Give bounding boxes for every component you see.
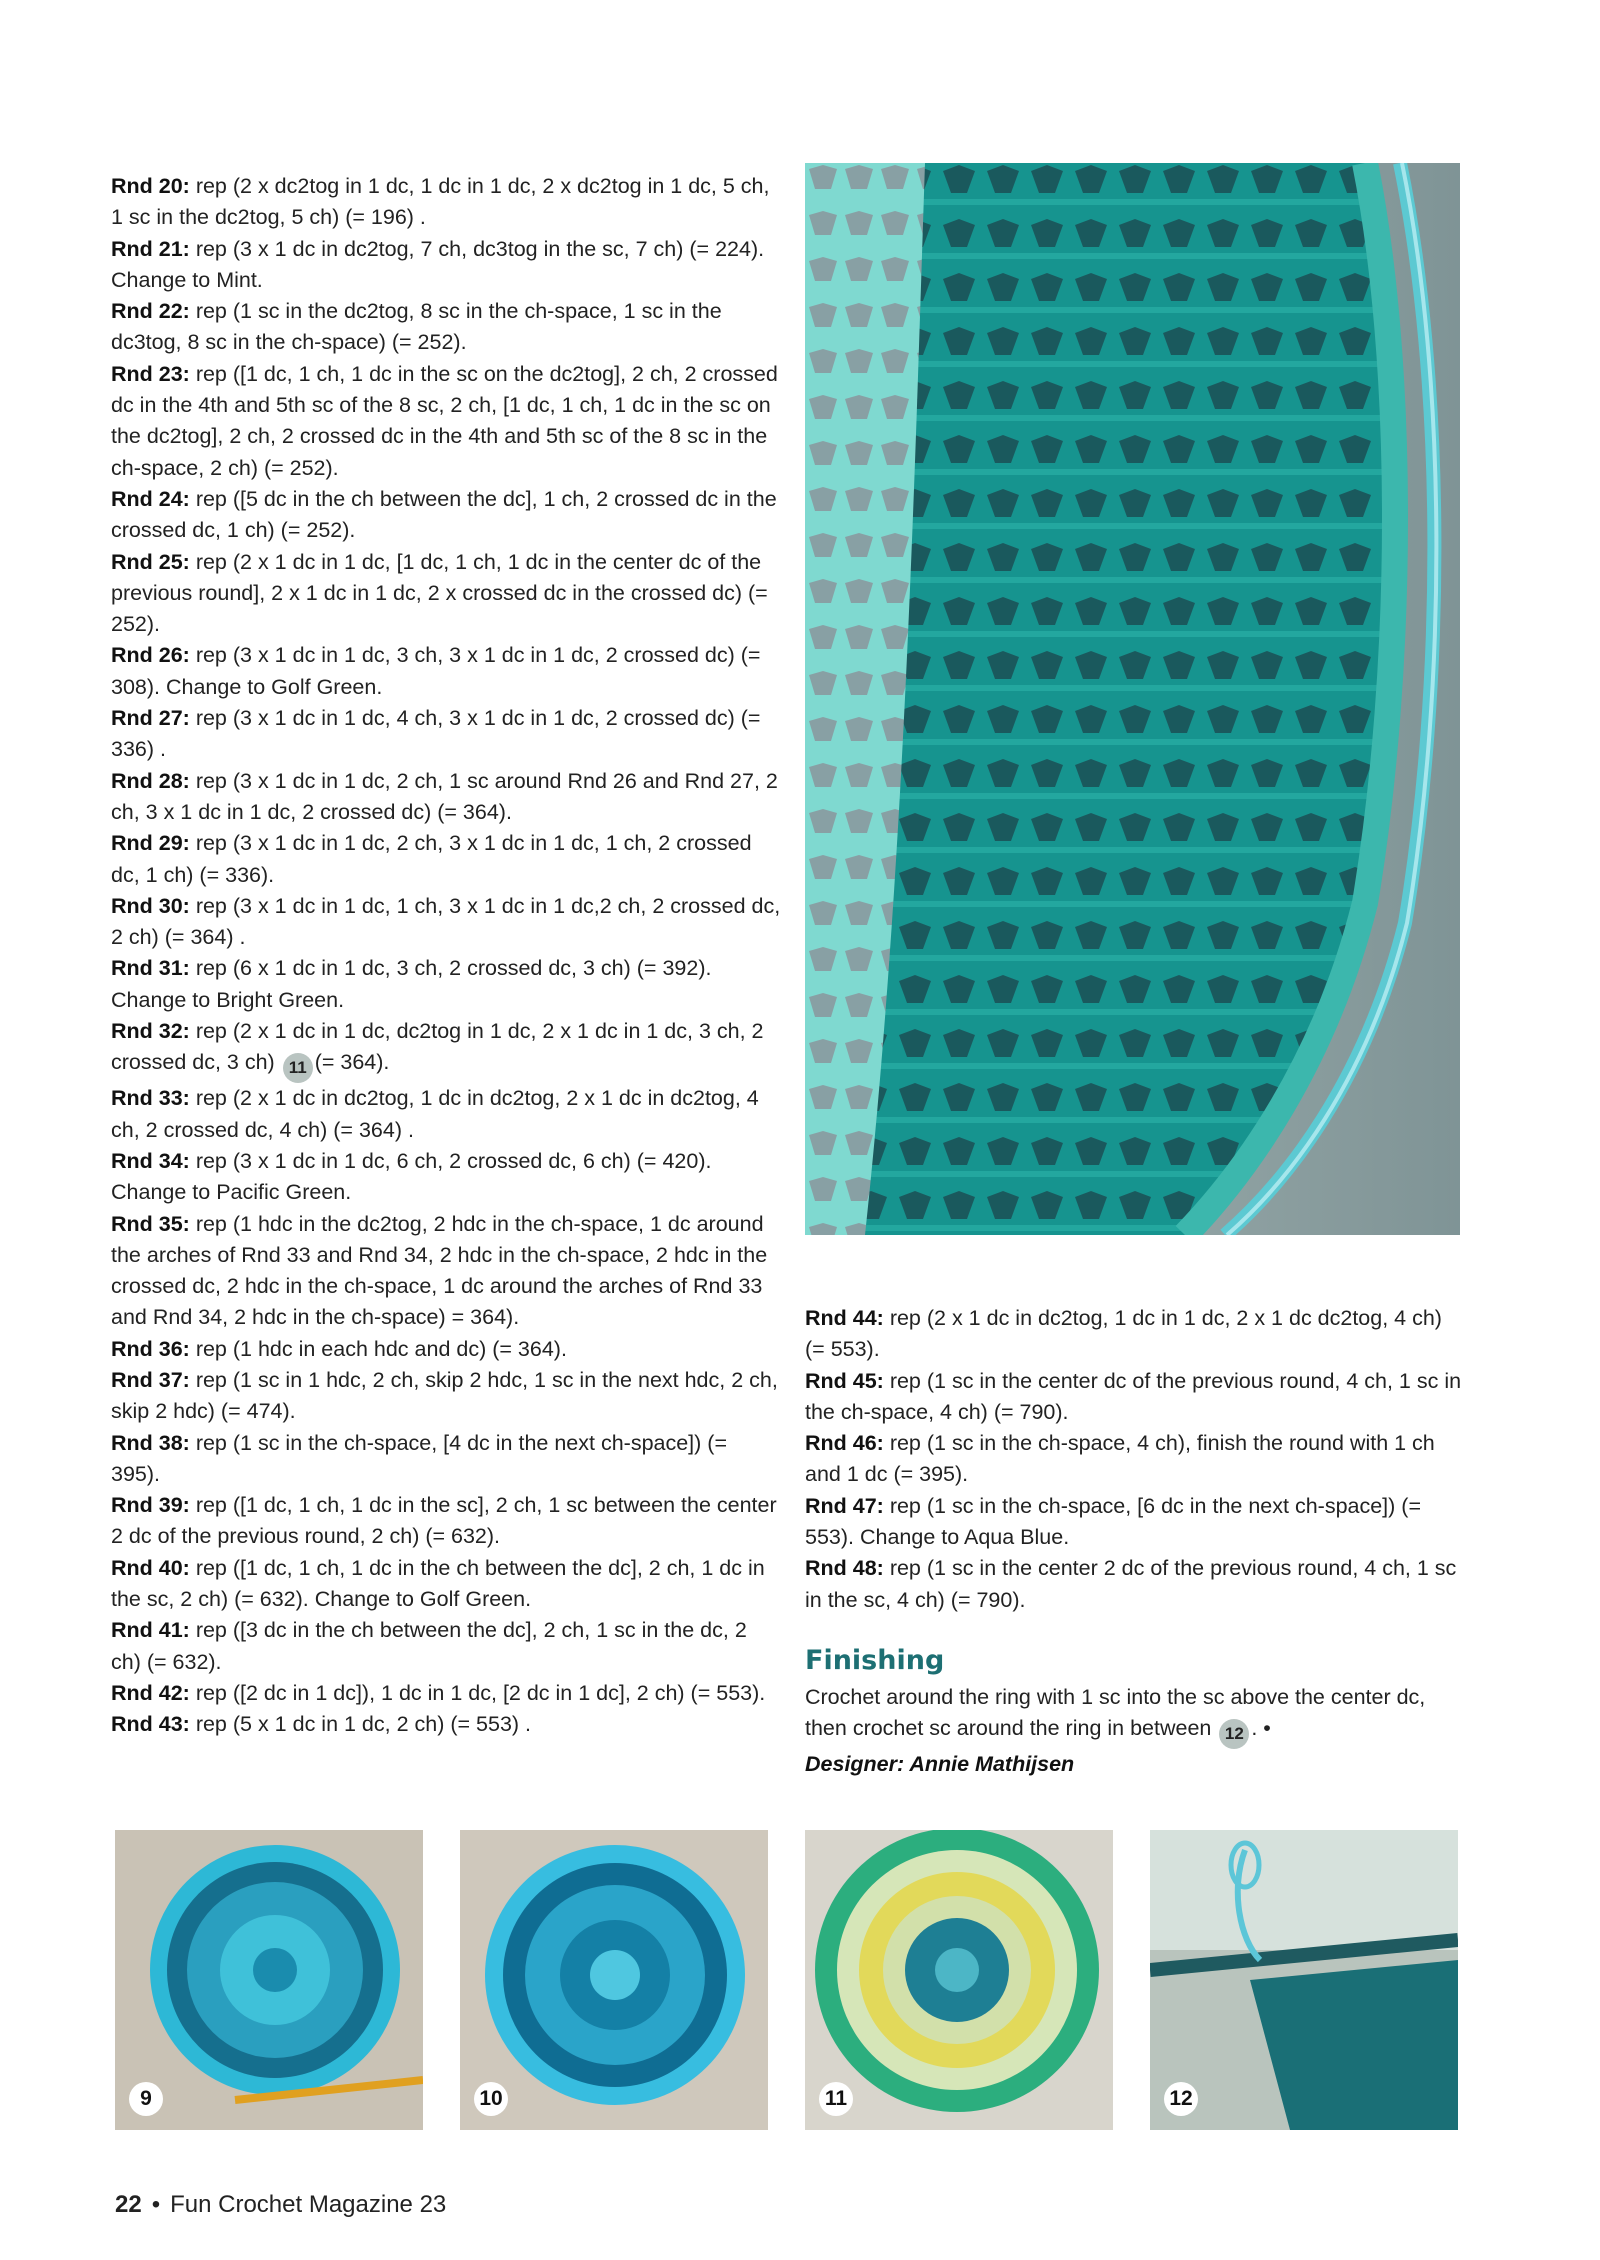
round-instruction: [111, 640, 781, 703]
round-instruction: [111, 1365, 781, 1428]
round-text: rep (1 hdc in the dc2tog, 2 hdc in the ch-space, 1 dc around the arches of Rnd 33 and Rnd 34, 2 hdc in the ch-space, 2 hdc in the crossed dc, 2 hdc in the ch-space, 1 dc around the arches of Rnd 33 and Rnd 34, 2 hdc in the ch-space) = 364).: [111, 1211, 768, 1330]
round-instruction: [111, 1334, 781, 1365]
round-instruction: [111, 296, 781, 359]
round-text: rep (2 x 1 dc in 1 dc, dc2tog in 1 dc, 2 x 1 dc in 1 dc, 3 ch, 2 crossed dc, 3 ch): [111, 1019, 764, 1075]
finishing-text-block: [805, 1682, 1465, 1749]
round-instruction: [111, 234, 781, 297]
round-text: rep (5 x 1 dc in 1 dc, 2 ch) (= 553) .: [189, 1712, 532, 1737]
round-instruction: [111, 1016, 781, 1083]
round-label: Rnd 33:: [111, 1086, 190, 1111]
round-label: Rnd 26:: [111, 643, 190, 668]
round-text: rep ([1 dc, 1 ch, 1 dc in the sc], 2 ch, 1 sc between the center 2 dc of the previous round, 2 ch) (= 632).: [111, 1493, 777, 1549]
thumbnail-number: 9: [129, 2082, 163, 2116]
round-instruction: [805, 1491, 1465, 1554]
round-label: Rnd 42:: [111, 1680, 190, 1705]
step-badge-11: 11: [283, 1053, 313, 1083]
main-photo: [805, 163, 1460, 1235]
ring-edging-photo-icon: [1150, 1830, 1458, 2130]
round-label: Rnd 21:: [111, 236, 190, 261]
page-footer: [115, 2191, 446, 2219]
round-text: rep (2 x 1 dc in 1 dc, [1 dc, 1 ch, 1 dc in the center dc of the previous round], 2 x 1 dc in 1 dc, 2 x crossed dc in the crossed dc) (= 252).: [111, 549, 768, 637]
crochet-edging-photo-icon: [805, 163, 1460, 1235]
round-instruction: [111, 891, 781, 954]
round-instruction: [111, 1209, 781, 1334]
step-badge-12: 12: [1219, 1719, 1249, 1749]
round-text-tail: (= 364).: [314, 1050, 390, 1075]
round-text: rep (1 sc in the ch-space, [6 dc in the next ch-space]) (= 553). Change to Aqua Blue.: [805, 1493, 1422, 1550]
round-instruction: [805, 1428, 1465, 1491]
round-text: rep (1 sc in the center dc of the previous round, 4 ch, 1 sc in the ch-space, 4 ch) (= 790).: [805, 1368, 1462, 1424]
round-text: rep ([5 dc in the ch between the dc], 1 ch, 2 crossed dc in the crossed dc, 1 ch) (= 252).: [111, 486, 777, 543]
finishing-heading: Finishing: [805, 1644, 945, 1676]
round-label: Rnd 43:: [111, 1712, 190, 1737]
designer-credit: Designer: Annie Mathijsen: [805, 1752, 1075, 1777]
round-label: Rnd 48:: [805, 1556, 884, 1581]
round-label: Rnd 32:: [111, 1019, 190, 1044]
round-text: rep (1 sc in the ch-space, [4 dc in the next ch-space]) (= 395).: [111, 1430, 728, 1486]
thumbnail-12: [1150, 1830, 1458, 2130]
round-label: Rnd 45:: [805, 1368, 884, 1393]
page-number: 22: [115, 2191, 142, 2218]
round-text: rep (3 x 1 dc in 1 dc, 6 ch, 2 crossed dc, 6 ch) (= 420). Change to Pacific Green.: [111, 1148, 712, 1205]
round-text: rep (3 x 1 dc in 1 dc, 2 ch, 3 x 1 dc in 1 dc, 1 ch, 2 crossed dc, 1 ch) (= 336).: [111, 831, 752, 887]
finishing-text: Crochet around the ring with 1 sc into the sc above the center dc, then crochet sc around the ring in between: [805, 1684, 1426, 1741]
round-text: rep (1 sc in 1 hdc, 2 ch, skip 2 hdc, 1 sc in the next hdc, 2 ch, skip 2 hdc) (= 474).: [111, 1367, 778, 1424]
round-label: Rnd 27:: [111, 706, 190, 731]
thumbnail-number: 11: [819, 2082, 853, 2116]
round-text: rep (3 x 1 dc in 1 dc, 3 ch, 3 x 1 dc in 1 dc, 2 crossed dc) (= 308). Change to Golf Green.: [111, 643, 761, 699]
round-instruction: [111, 1709, 781, 1740]
round-text: rep (1 sc in the ch-space, 4 ch), finish the round with 1 ch and 1 dc (= 395).: [805, 1431, 1435, 1487]
round-label: Rnd 47:: [805, 1493, 884, 1518]
magazine-title: Fun Crochet Magazine 23: [170, 2191, 447, 2218]
round-text: rep ([1 dc, 1 ch, 1 dc in the ch between the dc], 2 ch, 1 dc in the sc, 2 ch) (= 632). Change to Golf Green.: [111, 1555, 765, 1612]
round-text: rep ([1 dc, 1 ch, 1 dc in the sc on the dc2tog], 2 ch, 2 crossed dc in the 4th and 5th sc of the 8 sc, 2 ch, [1 dc, 1 ch, 1 dc in the sc on the dc2tog], 2 ch, 2 crossed dc in the 4th and 5th sc of the 8 sc in the ch-space, 2 ch) (= 252).: [111, 361, 778, 480]
round-label: Rnd 36:: [111, 1336, 190, 1361]
round-instruction: [111, 953, 781, 1016]
round-instruction: [111, 547, 781, 641]
thumbnail-11: [805, 1830, 1113, 2130]
round-instruction: [111, 1490, 781, 1553]
round-instruction: [111, 1146, 781, 1209]
round-instruction: [111, 766, 781, 829]
round-label: Rnd 23:: [111, 361, 190, 386]
round-label: Rnd 25:: [111, 549, 190, 574]
round-label: Rnd 46:: [805, 1431, 884, 1456]
round-text: rep ([2 dc in 1 dc]), 1 dc in 1 dc, [2 dc in 1 dc], 2 ch) (= 553).: [189, 1680, 766, 1705]
round-instruction: [111, 1428, 781, 1491]
round-instruction: [111, 171, 781, 234]
round-instruction: [111, 484, 781, 547]
round-label: Rnd 30:: [111, 893, 190, 918]
footer-separator: •: [151, 2191, 161, 2218]
round-label: Rnd 39:: [111, 1493, 190, 1518]
round-text: rep ([3 dc in the ch between the dc], 2 ch, 1 sc in the dc, 2 ch) (= 632).: [111, 1618, 747, 1674]
finishing-end: . •: [1251, 1716, 1271, 1741]
round-text: rep (2 x dc2tog in 1 dc, 1 dc in 1 dc, 2 x dc2tog in 1 dc, 5 ch, 1 sc in the dc2tog, 5 ch) (= 196) .: [111, 174, 770, 230]
round-text: rep (3 x 1 dc in 1 dc, 1 ch, 3 x 1 dc in 1 dc,2 ch, 2 crossed dc, 2 ch) (= 364) .: [111, 893, 781, 950]
round-instruction: [111, 828, 781, 891]
round-label: Rnd 38:: [111, 1430, 190, 1455]
round-label: Rnd 28:: [111, 768, 190, 793]
round-text: rep (2 x 1 dc in dc2tog, 1 dc in dc2tog, 2 x 1 dc in dc2tog, 4 ch, 2 crossed dc, 4 ch) (= 364) .: [111, 1086, 759, 1142]
round-label: Rnd 41:: [111, 1618, 190, 1643]
round-label: Rnd 37:: [111, 1367, 190, 1392]
striped-disc-photo-icon: [805, 1830, 1113, 2130]
round-label: Rnd 20:: [111, 174, 190, 198]
round-text: rep (1 sc in the center 2 dc of the previous round, 4 ch, 1 sc in the sc, 4 ch) (= 790).: [805, 1556, 1457, 1612]
round-text: rep (1 hdc in each hdc and dc) (= 364).: [189, 1336, 567, 1361]
round-text: rep (3 x 1 dc in 1 dc, 4 ch, 3 x 1 dc in 1 dc, 2 crossed dc) (= 336) .: [111, 706, 761, 762]
crochet-disc-photo-icon: [460, 1830, 768, 2130]
rounds-right: [805, 1303, 1465, 1616]
thumbnail-9: [115, 1830, 423, 2130]
round-instruction: [111, 359, 781, 484]
thumbnail-number: 10: [474, 2082, 508, 2116]
round-instruction: [111, 1678, 781, 1709]
round-text: rep (3 x 1 dc in 1 dc, 2 ch, 1 sc around Rnd 26 and Rnd 27, 2 ch, 3 x 1 dc in 1 dc, 2 crossed dc) (= 364).: [111, 768, 778, 824]
round-text: rep (3 x 1 dc in dc2tog, 7 ch, dc3tog in the sc, 7 ch) (= 224). Change to Mint.: [111, 236, 765, 292]
round-text: rep (2 x 1 dc in dc2tog, 1 dc in 1 dc, 2 x 1 dc dc2tog, 4 ch) (= 553).: [805, 1306, 1442, 1362]
crochet-disc-photo-icon: [115, 1830, 423, 2130]
round-instruction: [805, 1303, 1465, 1366]
round-text: rep (1 sc in the dc2tog, 8 sc in the ch-space, 1 sc in the dc3tog, 8 sc in the ch-space) (= 252).: [111, 299, 722, 355]
round-instruction: [111, 703, 781, 766]
round-label: Rnd 44:: [805, 1306, 884, 1330]
round-instruction: [805, 1553, 1465, 1616]
round-label: Rnd 24:: [111, 486, 190, 511]
round-text: rep (6 x 1 dc in 1 dc, 3 ch, 2 crossed dc, 3 ch) (= 392). Change to Bright Green.: [111, 956, 712, 1012]
round-label: Rnd 40:: [111, 1555, 190, 1580]
instructions-right-column: [805, 1303, 1465, 1781]
round-label: Rnd 34:: [111, 1148, 190, 1173]
round-label: Rnd 31:: [111, 956, 190, 981]
round-label: Rnd 35:: [111, 1211, 190, 1236]
round-instruction: [111, 1553, 781, 1616]
round-instruction: [805, 1366, 1465, 1429]
round-label: Rnd 29:: [111, 831, 190, 856]
round-instruction: [111, 1083, 781, 1146]
instructions-left-column: [111, 171, 781, 1741]
round-instruction: [111, 1615, 781, 1678]
thumbnail-number: 12: [1164, 2082, 1198, 2116]
round-label: Rnd 22:: [111, 299, 190, 324]
thumbnail-10: [460, 1830, 768, 2130]
